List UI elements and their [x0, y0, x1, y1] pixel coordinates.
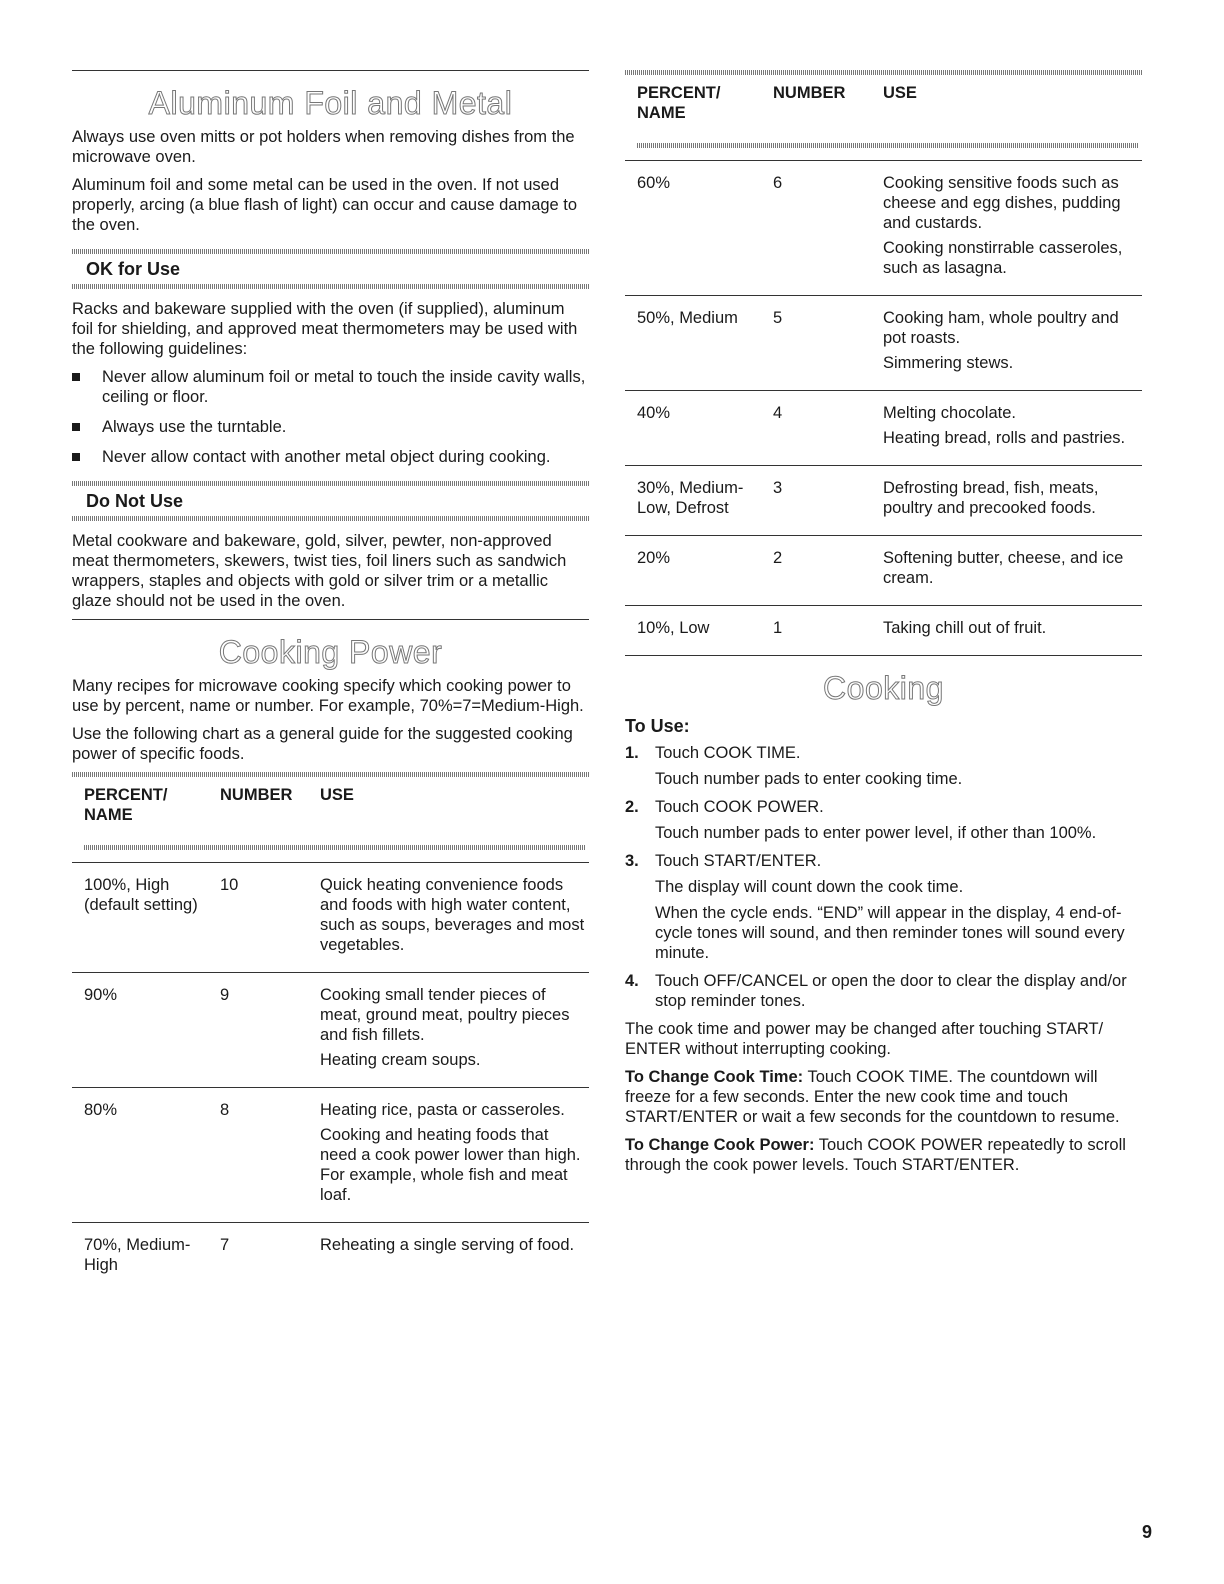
cooking-power-paragraph-2: Use the following chart as a general guide for the suggested cooking power of specific foods. [72, 725, 573, 763]
power-table-left [72, 777, 589, 1287]
cooking-title: Cooking [823, 670, 944, 706]
ok-for-use-list [72, 367, 589, 467]
table-header-row [72, 777, 589, 833]
row-number: 3 [761, 466, 871, 536]
page-number: 9 [1141, 1522, 1152, 1542]
table-header-row [625, 75, 1142, 131]
step-text: When the cycle ends. “END” will appear in the display, 4 end-of-cycle tones will sound, and then reminder tones will sound every minute. [655, 904, 1125, 962]
row-name: 100%, High (default setting) [72, 863, 208, 973]
change-cook-time-label: To Change Cook Time: [625, 1068, 804, 1086]
power-table-right [625, 75, 1142, 656]
table-row [72, 863, 589, 973]
change-cook-power [625, 1135, 1142, 1175]
row-use: Cooking ham, whole poultry and pot roasts. Simmering stews. [871, 296, 1142, 391]
ok-for-use-text: Racks and bakeware supplied with the oven (if supplied), aluminum foil for shielding, and approved meat thermometers may be used with the following guidelines: [72, 300, 578, 358]
row-name: 70%, Medium-High [84, 1236, 191, 1274]
row-use: Cooking sensitive foods such as cheese and egg dishes, pudding and custards. Cooking nonstirrable casseroles, such as lasagna. [871, 161, 1142, 296]
table-row [625, 296, 1142, 391]
change-cook-time [625, 1067, 1142, 1127]
cooking-power-paragraph-1: Many recipes for microwave cooking specify which cooking power to use by percent, name or number. For example, 70%=7=Medium-High. [72, 677, 584, 715]
aluminum-paragraph-1: Always use oven mitts or pot holders when removing dishes from the microwave oven. [72, 128, 575, 166]
change-cook-time-text: Touch COOK TIME. The countdown will freeze for a few seconds. Enter the new cook time and touch START/ENTER or wait a few seconds for the countdown to resume. [625, 1068, 1120, 1126]
step-number: 1. [625, 744, 639, 762]
list-item [625, 797, 1142, 843]
change-cook-power-label: To Change Cook Power: [625, 1136, 815, 1154]
list-item [72, 447, 589, 467]
step-text: Touch START/ENTER. [655, 852, 822, 870]
step-text: Touch number pads to enter power level, if other than 100%. [655, 824, 1097, 842]
bullet-icon [72, 453, 80, 461]
row-use: Reheating a single serving of food. [320, 1236, 575, 1254]
dotted-rule [72, 284, 589, 289]
row-name: 40% [625, 391, 761, 466]
row-name: 30%, Medium-Low, Defrost [625, 466, 761, 536]
header-use: USE [883, 84, 917, 102]
bullet-text: Never allow aluminum foil or metal to touch the inside cavity walls, ceiling or floor. [102, 368, 586, 406]
cooking-steps [625, 743, 1142, 1011]
to-use-heading: To Use: [625, 716, 690, 736]
table-row [625, 391, 1142, 466]
row-name: 90% [72, 973, 208, 1088]
row-number: 1 [761, 606, 871, 656]
table-row [625, 536, 1142, 606]
header-number: NUMBER [773, 84, 846, 102]
row-use: Heating rice, pasta or casseroles. Cooking and heating foods that need a cook power lower than high. For example, whole fish and meat loaf. [308, 1088, 589, 1223]
step-text: Touch number pads to enter cooking time. [655, 770, 963, 788]
row-name: 60% [625, 161, 761, 296]
row-name: 20% [625, 536, 761, 606]
list-item [625, 851, 1142, 963]
row-name: 50%, Medium [625, 296, 761, 391]
list-item [625, 971, 1142, 1011]
do-not-use-heading: Do Not Use [86, 491, 184, 511]
do-not-use-text: Metal cookware and bakeware, gold, silver, pewter, non-approved meat thermometers, skewers, twist ties, foil liners such as sandwich wrappers, staples and objects with gold or silver trim or a metallic glaze should not be used in the oven. [72, 532, 567, 610]
left-column [72, 70, 589, 1287]
step-text: Touch COOK POWER. [655, 798, 824, 816]
list-item [72, 417, 589, 437]
step-number: 3. [625, 852, 639, 870]
row-use: Cooking small tender pieces of meat, ground meat, poultry pieces and fish fillets. Heating cream soups. [308, 973, 589, 1088]
row-number: 8 [208, 1088, 308, 1223]
row-number: 10 [208, 863, 308, 973]
section-rule [72, 619, 589, 620]
row-use: Softening butter, cheese, and ice cream. [871, 536, 1142, 606]
dotted-rule [72, 516, 589, 521]
bullet-text: Never allow contact with another metal object during cooking. [102, 448, 551, 466]
row-use: Melting chocolate. Heating bread, rolls and pastries. [871, 391, 1142, 466]
row-number: 7 [220, 1236, 230, 1254]
list-item [625, 743, 1142, 789]
bullet-icon [72, 423, 80, 431]
table-row [72, 1223, 589, 1288]
bullet-text: Always use the turntable. [102, 418, 287, 436]
header-use: USE [320, 786, 354, 804]
table-row [72, 1088, 589, 1223]
section-rule [72, 70, 589, 71]
step-number: 2. [625, 798, 639, 816]
aluminum-title: Aluminum Foil and Metal [148, 85, 513, 121]
table-row [625, 606, 1142, 656]
row-use: Taking chill out of fruit. [871, 606, 1142, 656]
step-text: Touch OFF/CANCEL or open the door to clear the display and/or stop reminder tones. [655, 972, 1127, 1010]
cooking-power-title: Cooking Power [218, 634, 443, 670]
header-percent-name: PERCENT/ NAME [84, 786, 168, 824]
table-header-rule [84, 845, 585, 850]
list-item [72, 367, 589, 407]
row-number: 4 [761, 391, 871, 466]
change-note: The cook time and power may be changed after touching START/ ENTER without interrupting cooking. [625, 1020, 1104, 1058]
row-number: 9 [208, 973, 308, 1088]
row-number: 6 [761, 161, 871, 296]
right-column [625, 70, 1142, 1183]
bullet-icon [72, 373, 80, 381]
step-number: 4. [625, 972, 639, 990]
row-name: 10%, Low [625, 606, 761, 656]
row-name: 80% [72, 1088, 208, 1223]
aluminum-paragraph-2: Aluminum foil and some metal can be used in the oven. If not used properly, arcing (a blue flash of light) can occur and cause damage to the oven. [72, 176, 578, 234]
header-number: NUMBER [220, 786, 293, 804]
row-use: Quick heating convenience foods and foods with high water content, such as soups, beverages and most vegetables. [308, 863, 589, 973]
row-number: 2 [761, 536, 871, 606]
table-row [625, 466, 1142, 536]
step-text: The display will count down the cook time. [655, 878, 964, 896]
change-cook-power-text: Touch COOK POWER repeatedly to scroll through the cook power levels. Touch START/ENTER. [625, 1136, 1126, 1174]
table-row [625, 161, 1142, 296]
step-text: Touch COOK TIME. [655, 744, 801, 762]
row-use: Defrosting bread, fish, meats, poultry and precooked foods. [871, 466, 1142, 536]
header-percent-name: PERCENT/ NAME [637, 84, 721, 122]
row-number: 5 [761, 296, 871, 391]
table-row [72, 973, 589, 1088]
table-header-rule [637, 143, 1138, 148]
ok-for-use-heading: OK for Use [86, 259, 181, 279]
